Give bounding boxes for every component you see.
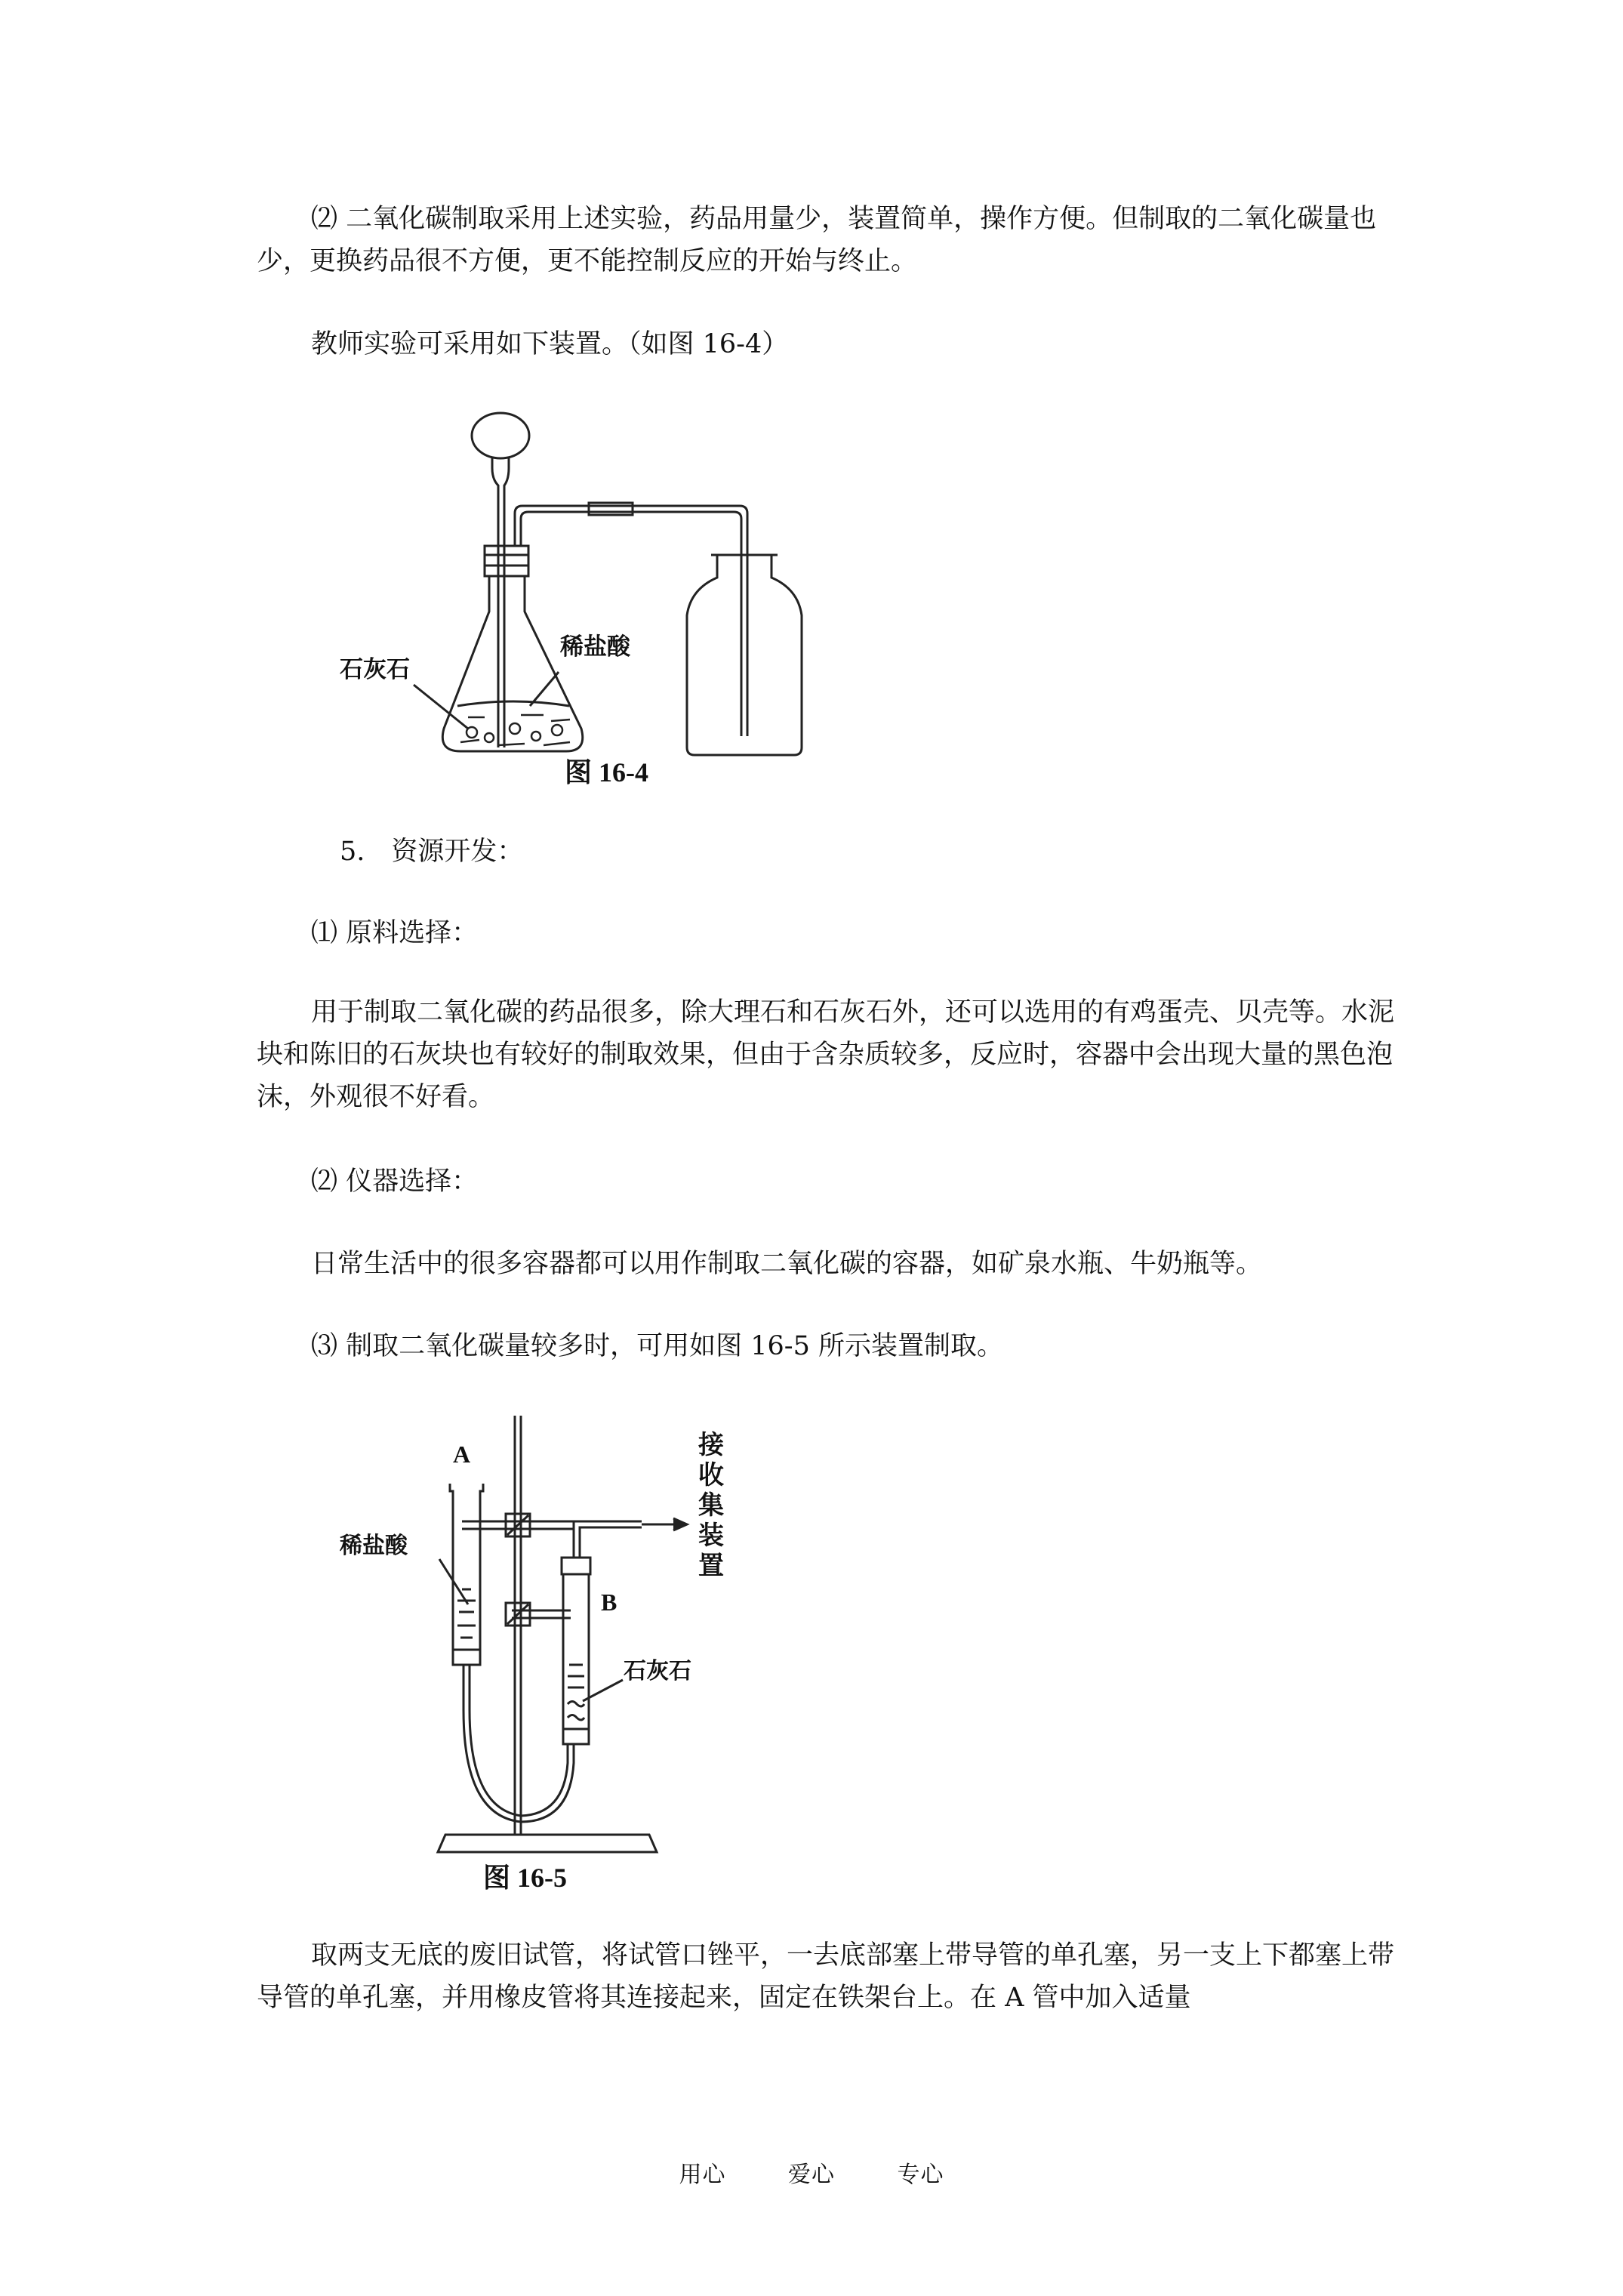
figure-16-5-label-b: B <box>601 1589 617 1616</box>
test-tube-b <box>563 1574 589 1729</box>
paragraph-instrument-selection: ⑵ 仪器选择： <box>311 1166 479 1197</box>
receiver-char-3: 集 <box>698 1491 724 1520</box>
figure-16-5-label-receiver <box>698 1431 725 1580</box>
footer-item-1: 用心 <box>679 2162 726 2188</box>
figure-16-5-label-a: A <box>453 1441 471 1468</box>
acid-pointer <box>530 672 559 706</box>
flask-stopper <box>485 546 528 576</box>
figure-16-5-drawing <box>317 1408 785 1906</box>
paragraph-large-quantity-method: ⑶ 制取二氧化碳量较多时，可用如图 16-5 所示装置制取。 <box>311 1331 1004 1361</box>
paragraph-co2-method-drawbacks: ⑵ 二氧化碳制取采用上述实验，药品用量少，装置简单，操作方便。但制取的二氧化碳量也少，更换药品很不方便，更不能控制反应的开始与终止。 <box>257 204 1377 276</box>
acid-surface <box>457 701 569 706</box>
figure-16-4-label-acid: 稀盐酸 <box>560 633 630 660</box>
rubber-tube <box>463 1665 574 1822</box>
figure-16-5-label-limestone: 石灰石 <box>624 1659 691 1684</box>
paragraph-instrument-details: 日常生活中的很多容器都可以用作制取二氧化碳的容器，如矿泉水瓶、牛奶瓶等。 <box>311 1249 1263 1279</box>
receiver-char-2: 收 <box>698 1461 724 1490</box>
receiver-char-1: 接 <box>698 1431 724 1459</box>
figure-16-4-caption: 图 16-4 <box>565 757 648 787</box>
figure-16-5-caption: 图 16-5 <box>483 1863 567 1893</box>
footer-item-3: 专心 <box>897 2162 944 2188</box>
funnel-stem <box>492 457 509 747</box>
footer-item-2: 爱心 <box>788 2162 835 2188</box>
figure-16-4-label-limestone: 石灰石 <box>340 656 410 683</box>
tube-a-stopper <box>453 1650 480 1665</box>
delivery-tube <box>515 506 747 736</box>
paragraph-raw-material-details: 用于制取二氧化碳的药品很多，除大理石和石灰石外，还可以选用的有鸡蛋壳、贝壳等。水泥块和陈旧的石灰块也有较好的制取效果，但由于含杂质较多，反应时，容器中会出现大量的黑色泡沫，外观很不好看。 <box>257 997 1395 1112</box>
paragraph-teacher-experiment: 教师实验可采用如下装置。（如图 16-4） <box>311 329 789 359</box>
paragraph-resource-development: 5. 资源开发： <box>340 837 524 867</box>
collecting-bottle <box>687 555 802 755</box>
figure-16-4-drawing <box>317 396 830 789</box>
figure-16-5-label-acid: 稀盐酸 <box>340 1533 408 1558</box>
tube-b-top-stopper <box>562 1558 590 1574</box>
limestone-chunks <box>460 715 570 745</box>
stand-base <box>438 1835 657 1852</box>
tube-b-bottom-stopper <box>563 1729 589 1744</box>
funnel-bulb <box>472 413 529 458</box>
receiver-char-5: 置 <box>698 1552 724 1580</box>
outlet-tube <box>574 1521 589 1558</box>
figure-16-5 <box>317 1408 785 1906</box>
paragraph-raw-material-selection: ⑴ 原料选择： <box>311 918 479 948</box>
receiver-char-4: 装 <box>698 1521 724 1550</box>
page-footer <box>0 2156 1623 2189</box>
rubber-connector <box>589 503 633 515</box>
paragraph-procedure: 取两支无底的废旧试管，将试管口锉平，一去底部塞上带导管的单孔塞，另一支上下都塞上带导管的单孔塞，并用橡皮管将其连接起来，固定在铁架台上。在 A 管中加入适量 <box>257 1940 1395 2013</box>
figure-16-4 <box>317 396 830 789</box>
